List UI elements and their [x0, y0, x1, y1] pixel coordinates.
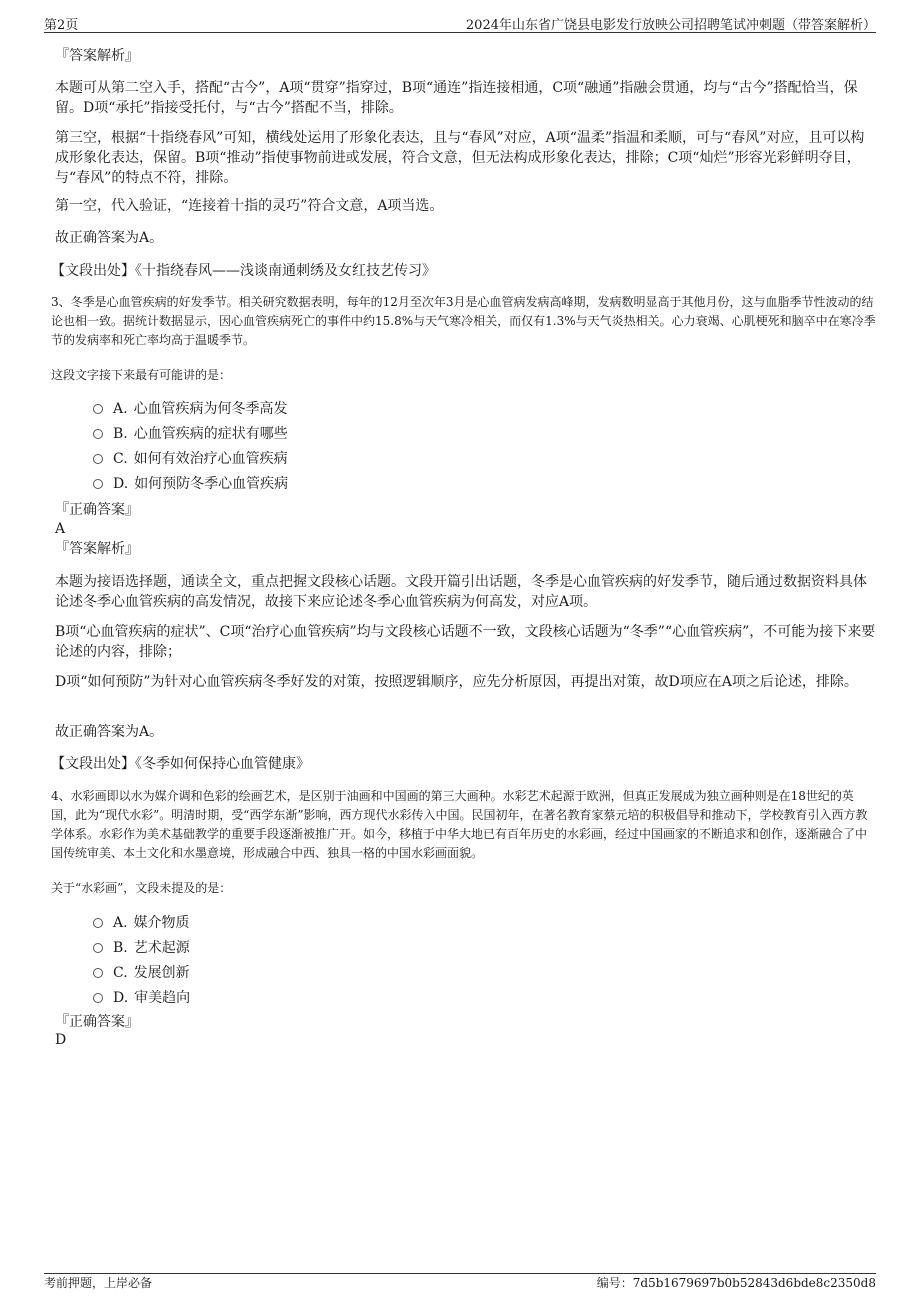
q2-analysis-para2: 第三空，根据“十指绕春风”可知，横线处运用了形象化表达，且与“春风”对应，A项“温柔”指温和柔顺，可与“春风”对应，且可以构成形象化表达，保留。B项“推动”指使事物前进或发展，符合文意，但无法构成形象化表达，排除；C项“灿烂”形容光彩鲜明夺目，与“春风”的特点不符，排除。	[55, 130, 865, 186]
q3-option-c[interactable]: C. 如何有效治疗心血管疾病	[93, 449, 288, 469]
q4-option-d[interactable]: D. 审美趋向	[93, 988, 190, 1008]
q2-analysis-para1: 本题可从第二空入手，搭配“古今”，A项“贯穿”指穿过，B项“通连”指连接相通，C项“融通”指融会贯通，均与“古今”搭配恰当，保留。D项“承托”指接受托付，与“古今”搭配不当，排除。	[55, 80, 858, 116]
q3-option-d[interactable]: D. 如何预防冬季心血管疾病	[93, 474, 288, 494]
radio-icon[interactable]	[93, 918, 103, 928]
footer-serial: 编号：7d5b1679697b0b52843d6bde8c2350d8	[596, 1276, 876, 1290]
q3-answer: A	[55, 521, 66, 537]
radio-icon[interactable]	[93, 943, 103, 953]
footer-slogan: 考前押题，上岸必备	[44, 1276, 153, 1290]
q3-analysis-para3: D项“如何预防”为针对心血管疾病冬季好发的对策，按照逻辑顺序，应先分析原因，再提出对策，故D项应在A项之后论述，排除。	[55, 674, 858, 690]
q2-source: 【文段出处】《十指绕春风——浅谈南通刺绣及女红技艺传习》	[51, 263, 436, 279]
q2-analysis-para3: 第一空，代入验证，“连接着十指的灵巧”符合文意，A项当选。	[55, 198, 444, 214]
radio-icon[interactable]	[93, 454, 103, 464]
q3-question: 这段文字接下来最有可能讲的是：	[51, 368, 232, 382]
radio-icon[interactable]	[93, 968, 103, 978]
q3-stem: 3、冬季是心血管疾病的好发季节。相关研究数据表明，每年的12月至次年3月是心血管病发病高峰期，发病数明显高于其他月份，这与血脂季节性波动的结论也相一致。据统计数据显示，因心血管疾病死亡的事件中约15.8%与天气寒冷相关，而仅有1.3%与天气炎热相关。心力衰竭、心肌梗死和脑卒中在寒冷季节的发病率和死亡率均高于温暖季节。	[51, 295, 876, 347]
radio-icon[interactable]	[93, 993, 103, 1003]
q4-answer: D	[55, 1032, 67, 1048]
q3-option-b[interactable]: B. 心血管疾病的症状有哪些	[93, 424, 288, 444]
q3-analysis-para2: B项“心血管疾病的症状”、C项“治疗心血管疾病”均与文段核心话题不一致，文段核心话题为“冬季”“心血管疾病”，不可能为接下来要论述的内容，排除；	[55, 624, 876, 660]
q3-source: 【文段出处】《冬季如何保持心血管健康》	[51, 756, 310, 772]
q4-option-b[interactable]: B. 艺术起源	[93, 938, 190, 958]
radio-icon[interactable]	[93, 429, 103, 439]
q3-answer-label: 『正确答案』	[55, 502, 139, 518]
document-title: 2024年山东省广饶县电影发行放映公司招聘笔试冲刺题（带答案解析）	[465, 18, 876, 33]
q4-option-a[interactable]: A. 媒介物质	[93, 913, 190, 933]
q4-question: 关于“水彩画”，文段未提及的是：	[51, 881, 232, 895]
q4-option-c[interactable]: C. 发展创新	[93, 963, 190, 983]
q4-stem: 4、水彩画即以水为媒介调和色彩的绘画艺术，是区别于油画和中国画的第三大画种。水彩艺术起源于欧洲，但真正发展成为独立画种则是在18世纪的英国，此为“现代水彩”。明清时期，受“西学东渐”影响，西方现代水彩传入中国。民国初年，在著名教育家蔡元培的积极倡导和推动下，学校教育引入西方教学体系。水彩作为美术基础教学的重要手段逐渐被推广开。如今，移植于中华大地已有百年历史的水彩画，经过中国画家的不断追求和创作，逐渐融合了中国传统审美、本土文化和水墨意境，形成融合中西、独具一格的中国水彩画面貌。	[51, 789, 868, 860]
q3-analysis-label: 『答案解析』	[55, 541, 139, 557]
q2-conclusion: 故正确答案为A。	[55, 230, 164, 246]
page-footer	[44, 1273, 876, 1292]
q2-analysis-label: 『答案解析』	[55, 48, 139, 64]
radio-icon[interactable]	[93, 479, 103, 489]
q3-conclusion: 故正确答案为A。	[55, 724, 164, 740]
radio-icon[interactable]	[93, 404, 103, 414]
page-header	[44, 12, 876, 33]
page-number: 第2页	[44, 18, 79, 33]
q3-analysis-para1: 本题为接语选择题，通读全文，重点把握文段核心话题。文段开篇引出话题，冬季是心血管疾病的好发季节，随后通过数据资料具体论述冬季心血管疾病的高发情况，故接下来应论述冬季心血管疾病为何高发，对应A项。	[55, 574, 867, 610]
q4-answer-label: 『正确答案』	[55, 1014, 139, 1030]
q3-option-a[interactable]: A. 心血管疾病为何冬季高发	[93, 399, 288, 419]
